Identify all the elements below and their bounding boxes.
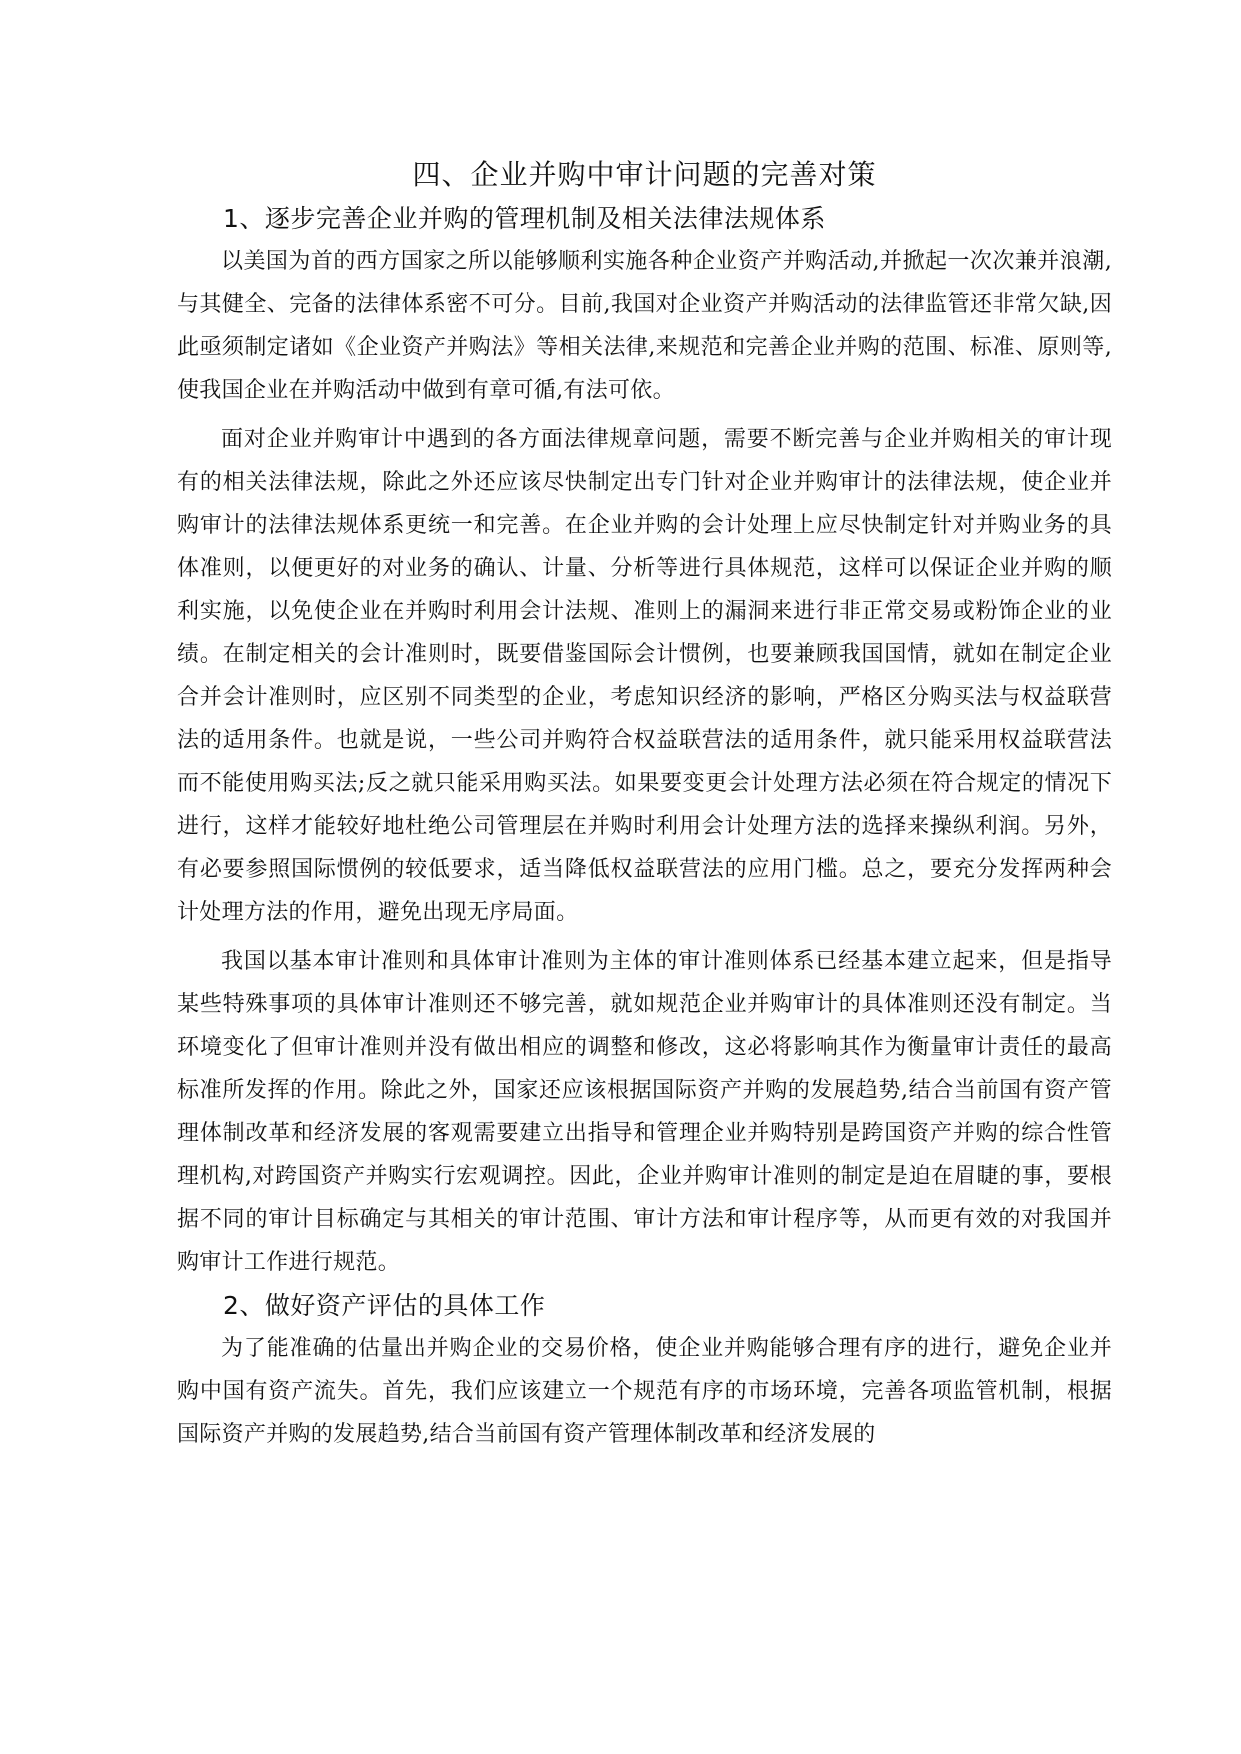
section-1-paragraph-2: 面对企业并购审计中遇到的各方面法律规章问题，需要不断完善与企业并购相关的审计现有的相关法律法规，除此之外还应该尽快制定出专门针对企业并购审计的法律法规，使企业并购审计的法律法规体系更统一和完善。在企业并购的会计处理上应尽快制定针对并购业务的具体准则，以便更好的对业务的确认、计量、分析等进行具体规范，这样可以保证企业并购的顺利实施，以免使企业在并购时利用会计法规、准则上的漏洞来进行非正常交易或粉饰企业的业绩。在制定相关的会计准则时，既要借鉴国际会计惯例，也要兼顾我国国情，就如在制定企业合并会计准则时，应区别不同类型的企业，考虑知识经济的影响，严格区分购买法与权益联营法的适用条件。也就是说，一些公司并购符合权益联营法的适用条件，就只能采用权益联营法而不能使用购买法;反之就只能采用购买法。如果要变更会计处理方法必须在符合规定的情况下进行，这样才能较好地杜绝公司管理层在并购时利用会计处理方法的选择来操纵利润。另外，有必要参照国际惯例的较低要求，适当降低权益联营法的应用门槛。总之，要充分发挥两种会计处理方法的作用，避免出现无序局面。 xyxy=(177,427,1112,925)
page-content xyxy=(177,155,1112,1456)
chapter-title: 四、企业并购中审计问题的完善对策 xyxy=(412,158,877,191)
section-1-paragraph-1: 以美国为首的西方国家之所以能够顺利实施各种企业资产并购活动,并掀起一次次兼并浪潮,与其健全、完备的法律体系密不可分。目前,我国对企业资产并购活动的法律监管还非常欠缺,因此亟须制定诸如《企业资产并购法》等相关法律,来规范和完善企业并购的范围、标准、原则等,使我国企业在并购活动中做到有章可循,有法可依。 xyxy=(177,249,1112,403)
section-1-title: 1、逐步完善企业并购的管理机制及相关法律法规体系 xyxy=(223,204,826,233)
section-2-title: 2、做好资产评估的具体工作 xyxy=(223,1291,546,1320)
section-2-paragraph-1: 为了能准确的估量出并购企业的交易价格，使企业并购能够合理有序的进行，避免企业并购中国有资产流失。首先，我们应该建立一个规范有序的市场环境，完善各项监管机制，根据国际资产并购的发展趋势,结合当前国有资产管理体制改革和经济发展的 xyxy=(177,1336,1112,1447)
section-1-paragraph-3: 我国以基本审计准则和具体审计准则为主体的审计准则体系已经基本建立起来，但是指导某些特殊事项的具体审计准则还不够完善，就如规范企业并购审计的具体准则还没有制定。当环境变化了但审计准则并没有做出相应的调整和修改，这必将影响其作为衡量审计责任的最高标准所发挥的作用。除此之外，国家还应该根据国际资产并购的发展趋势,结合当前国有资产管理体制改革和经济发展的客观需要建立出指导和管理企业并购特别是跨国资产并购的综合性管理机构,对跨国资产并购实行宏观调控。因此，企业并购审计准则的制定是迫在眉睫的事，要根据不同的审计目标确定与其相关的审计范围、审计方法和审计程序等，从而更有效的对我国并购审计工作进行规范。 xyxy=(177,949,1112,1275)
